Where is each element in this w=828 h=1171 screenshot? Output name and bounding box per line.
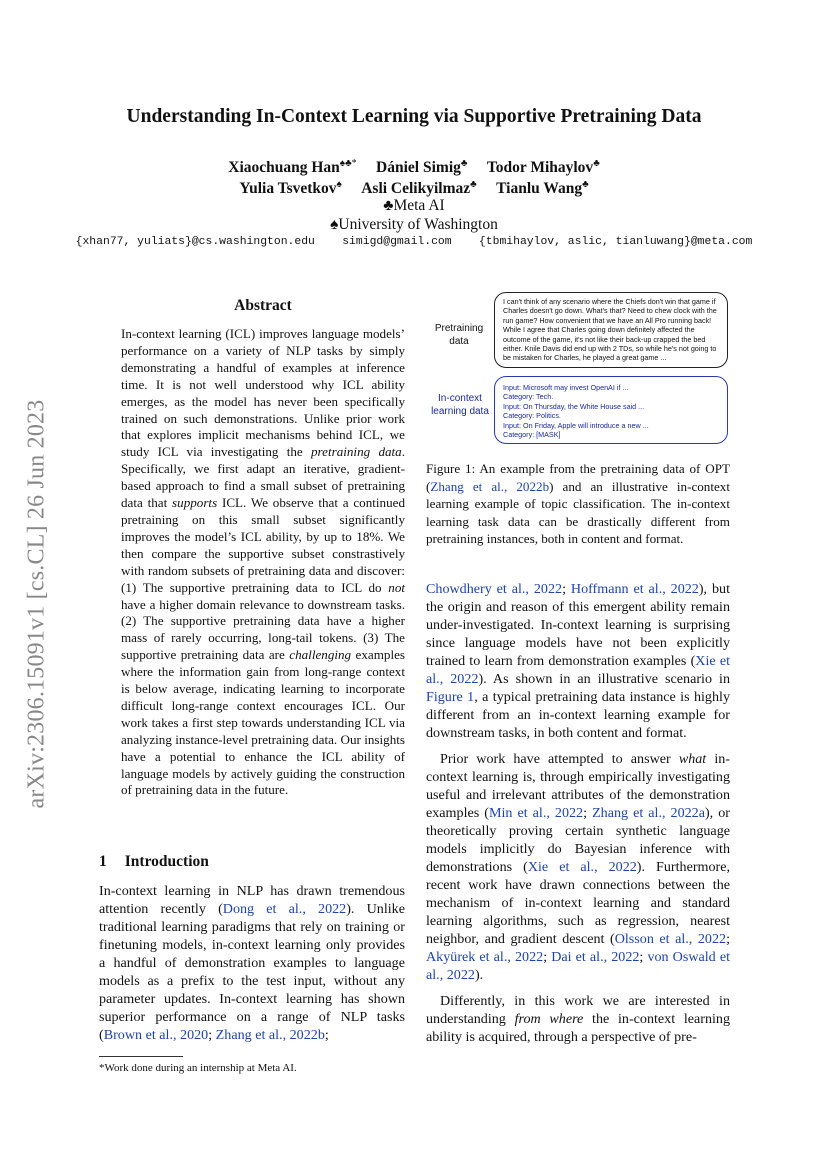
icl-line: Input: On Friday, Apple will introduce a new ... — [503, 420, 649, 430]
paragraph: Chowdhery et al., 2022; Hoffmann et al., 2022), but the origin and reason of this emergent ability remain under-investigated. In-context learning is surprising since language models have not been explicitly trained to learn from demonstration examples (Xie et al., 2022). As shown in an illustrative scenario in Figure 1, a typical pretraining data instance is highly different from an in-context learning example for downstream tasks, in both content and format. — [426, 581, 730, 741]
icl-line: Category: Politics. — [503, 411, 561, 421]
paragraph: Differently, in this work we are interested in understanding from where the in-context learning ability is acquired, through a perspective of pre- — [426, 993, 731, 1045]
paragraph: Prior work have attempted to answer what in-context learning is, through empirically investigating useful and irrelevant attributes of the demonstration examples (Min et al., 2022; Zhang et al., 2022a), or theoretically proving certain synthetic language models implicitly do Bayesian inference with demonstrations (Xie et al., 2022). Furthermore, recent work have drawn connections between the mechanism of in-context learning and standard learning algorithms, such as regression, nearest neighbor, and gradient descent (Olsson et al., 2022; Akyürek et al., 2022; Dai et al., 2022; von Oswald et al., 2022). — [426, 751, 730, 983]
section-heading — [99, 853, 209, 871]
affiliation-uw: ♠University of Washington — [330, 216, 498, 233]
icl-line: Input: On Thursday, the White House said ... — [503, 401, 645, 411]
author-marks: ♣ — [582, 179, 589, 190]
figure-1 — [426, 290, 730, 450]
section-number: 1 — [99, 853, 107, 870]
abstract-body: In-context learning (ICL) improves language models’ performance on a variety of NLP tasks by simply demonstrating a handful of examples at inference time. It is not well understood why ICL ability emerges, as the model has never been specifically trained on such demonstrations. Unlike prior work that explores implicit mechanisms behind ICL, we study ICL via investigating the pretraining data. Specifically, we first adapt an iterative, gradient-based approach to find a small subset of pretraining data that supports ICL. We observe that a continued pretraining on this small subset significantly improves the model’s ICL ability, by up to 18%. We then compare the supportive subset constrastively with random subsets of pretraining data and discover: (1) The supportive pretraining data to ICL do not have a higher domain relevance to downstream tasks. (2) The supportive pretraining data have a higher mass of rarely occurring, long-tail tokens. (3) The supportive pretraining data are challenging examples where the information gain from long-range context is below average, indicating learning to incorporate difficult long-range context encourages ICL. Our work takes a first step towards understanding ICL via analyzing instance-level pretraining data. Our insights have a potential to enhance the ICL ability of language models by actively guiding the construction of pretraining data in the future. — [121, 326, 406, 798]
author-marks: ♣ — [460, 158, 468, 169]
author-marks: ♣ — [470, 179, 477, 190]
author-marks: ♠ — [336, 179, 342, 190]
label-icl: In-context learning data — [431, 393, 489, 417]
affiliation-meta: ♣Meta AI — [383, 197, 445, 214]
author-marks: ♠♣* — [339, 158, 357, 169]
paper-title: Understanding In-Context Learning via Supportive Pretraining Data — [126, 106, 702, 127]
author-marks: ♣ — [593, 158, 600, 169]
icl-example-box — [494, 376, 728, 444]
author-name: Yulia Tsvetkov — [239, 180, 337, 198]
author-name: Tianlu Wang — [496, 180, 583, 198]
pretraining-example-box: I can't think of any scenario where the Chiefs don't win that game if Charles doesn't go down. What's that? Need to chew clock with the run game? How convenient that we have an All Pro running back! While I agree that Charles going down definitely affected the outcome of the game, it's not like their back-up crapped the bed either. Knile Davis did end up with 2 TDs, so while he's not going to be mistaken for Charles, he played a great game ... — [494, 292, 728, 368]
label-pretraining: Pretraining data — [434, 323, 484, 347]
icl-line: Input: Microsoft may invest OpenAI if ... — [503, 383, 629, 392]
abstract-heading: Abstract — [234, 297, 292, 314]
arxiv-sidebar — [12, 324, 62, 884]
arxiv-id: arXiv:2306.15091v1 [cs.CL] 26 Jun 2023 — [23, 399, 50, 809]
intro-paragraph: In-context learning in NLP has drawn tremendous attention recently (Dong et al., 2022). Unlike traditional learning paradigms that rely on training or finetuning models, in-context learning only provides a handful of demonstration examples to language models as a prefix to the test input, without any parameter updates. In-context learning has shown superior performance on a range of NLP tasks (Brown et al., 2020; Zhang et al., 2022b; — [99, 883, 405, 1043]
author-name: Xiaochuang Han — [228, 159, 340, 177]
author-name: Asli Celikyilmaz — [361, 180, 471, 198]
section-title: Introduction — [124, 853, 209, 870]
footnote: *Work done during an internship at Meta AI. — [99, 1062, 297, 1074]
icl-line: Category: Tech. — [503, 392, 554, 402]
author-emails: {xhan77, yuliats}@cs.washington.edu simigd@gmail.com {tbmihaylov, aslic, tianluwang}@meta.com — [75, 236, 753, 248]
author-name: Todor Mihaylov — [486, 159, 594, 177]
author-name: Dániel Simig — [376, 159, 461, 177]
figure-caption: Figure 1: An example from the pretraining data of OPT (Zhang et al., 2022b) and an illustrative in-context learning example of topic classification. The in-context learning task data can be drastically different from pretraining instances, both in content and format. — [426, 461, 730, 546]
icl-line: Category: [MASK] — [503, 430, 561, 440]
footnote-rule — [99, 1056, 183, 1057]
right-column-text — [426, 580, 730, 1046]
